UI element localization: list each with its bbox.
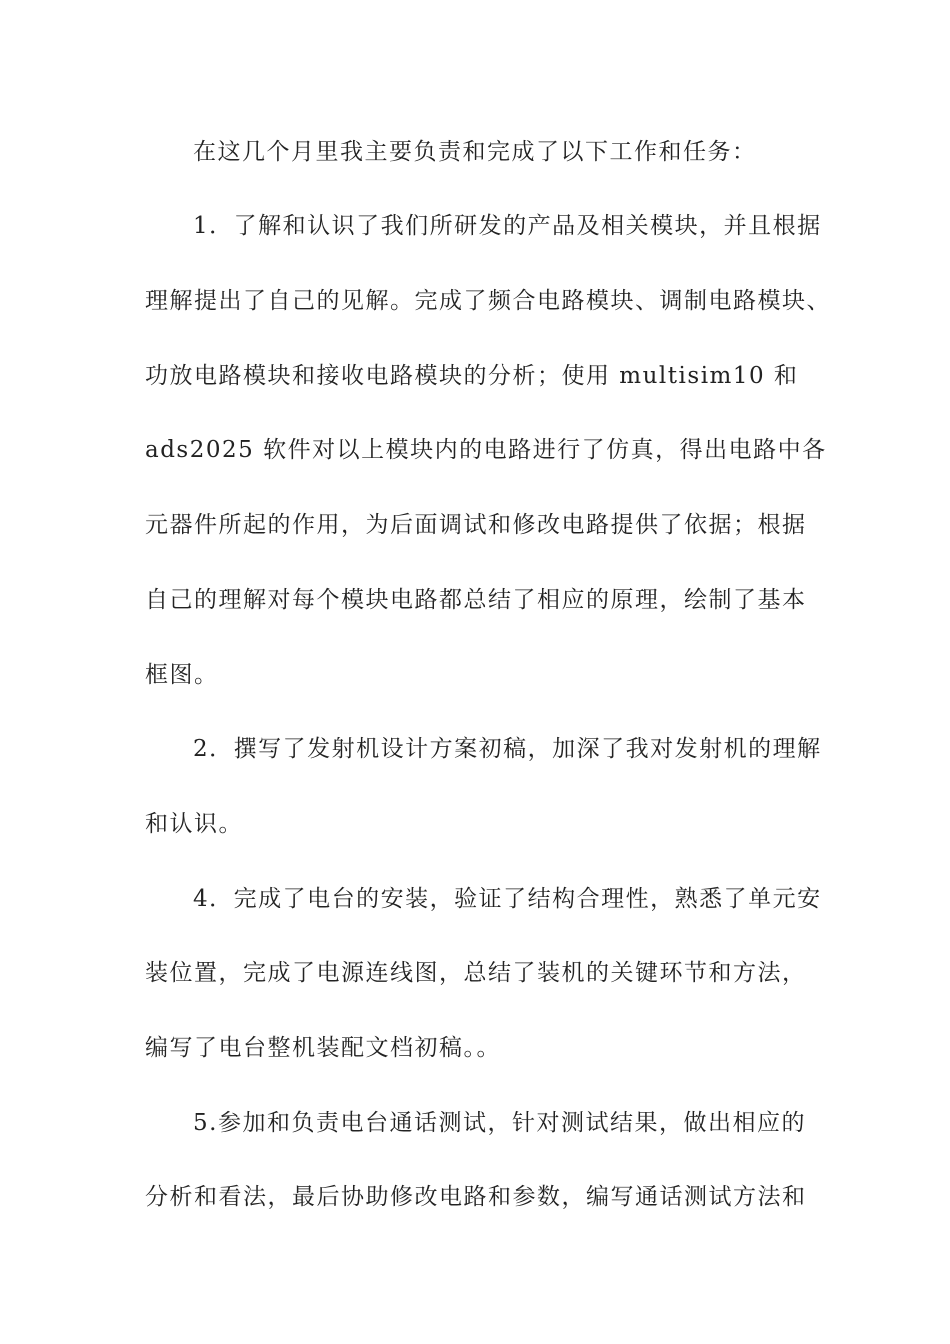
item-1-line-6: 自己的理解对每个模块电路都总结了相应的原理，绘制了基本 (145, 587, 807, 613)
item-1-line-3: 功放电路模块和接收电路模块的分析；使用 multisim10 和 (145, 363, 799, 389)
intro-line: 在这几个月里我主要负责和完成了以下工作和任务： (193, 139, 757, 165)
item-2-line-1: 2．撰写了发射机设计方案初稿，加深了我对发射机的理解 (193, 736, 822, 762)
item-5-line-1: 5.参加和负责电台通话测试，针对测试结果，做出相应的 (193, 1110, 806, 1136)
item-4-line-1: 4．完成了电台的安装，验证了结构合理性，熟悉了单元安 (193, 886, 822, 912)
item-4-line-3: 编写了电台整机装配文档初稿。。 (145, 1035, 501, 1061)
item-5-line-2: 分析和看法，最后协助修改电路和参数，编写通话测试方法和 (145, 1184, 807, 1210)
item-1-line-7: 框图。 (145, 662, 219, 688)
item-1-line-2: 理解提出了自己的见解。完成了频合电路模块、调制电路模块、 (145, 288, 831, 314)
item-1-line-1: 1．了解和认识了我们所研发的产品及相关模块，并且根据 (193, 213, 822, 239)
item-1-line-4: ads2025 软件对以上模块内的电路进行了仿真，得出电路中各 (145, 437, 827, 463)
item-4-line-2: 装位置，完成了电源连线图，总结了装机的关键环节和方法， (145, 960, 807, 986)
item-1-line-5: 元器件所起的作用，为后面调试和修改电路提供了依据；根据 (145, 512, 807, 538)
item-2-line-2: 和认识。 (145, 811, 243, 837)
